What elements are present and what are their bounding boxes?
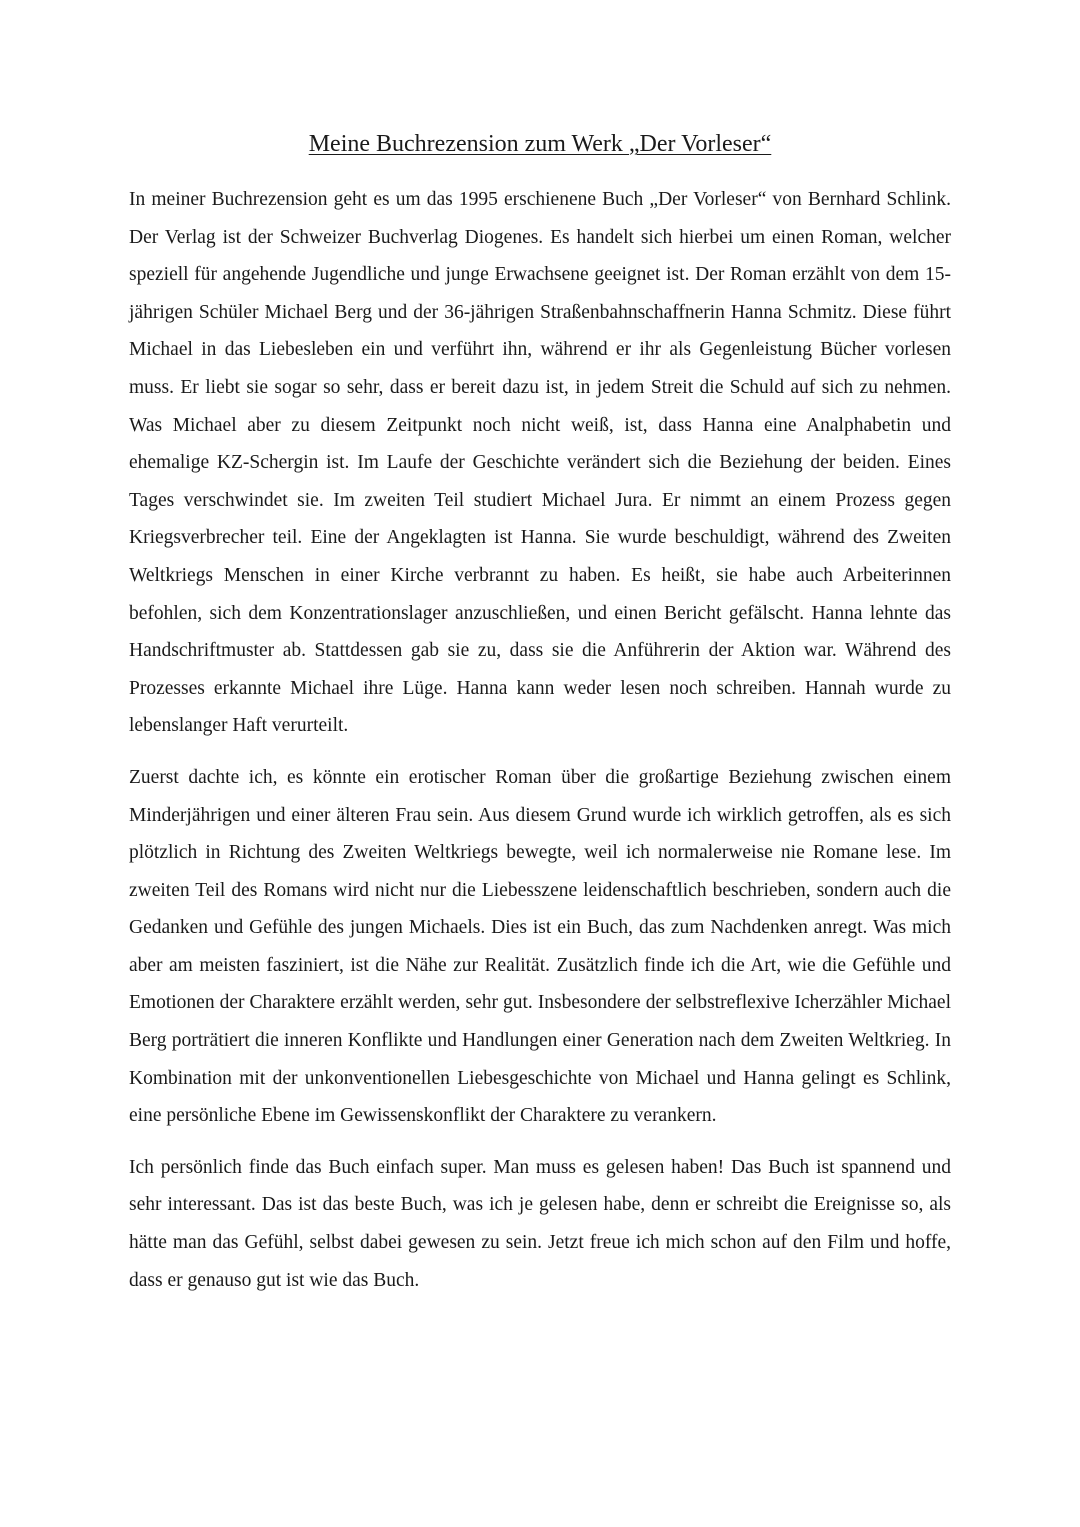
paragraph-opinion: Zuerst dachte ich, es könnte ein erotischer Roman über die großartige Beziehung zwischen einem Minderjährigen und einer älteren Frau sein. Aus diesem Grund wurde ich wirklich getroffen, als es sich plötzlich in Richtung des Zweiten Weltkriegs bewegte, weil ich normalerweise nie Romane lese. Im zweiten Teil des Romans wird nicht nur die Liebesszene leidenschaftlich beschrieben, sondern auch die Gedanken und Gefühle des jungen Michaels. Dies ist ein Buch, das zum Nachdenken anregt. Was mich aber am meisten fasziniert, ist die Nähe zur Realität. Zusätzlich finde ich die Art, wie die Gefühle und Emotionen der Charaktere erzählt werden, sehr gut. Insbesondere der selbstreflexive Icherzähler Michael Berg porträtiert die inneren Konflikte und Handlungen einer Generation nach dem Zweiten Weltkrieg. In Kombination mit der unkonventionellen Liebesgeschichte von Michael und Hanna gelingt es Schlink, eine persönliche Ebene im Gewissenskonflikt der Charaktere zu verankern. bbox=[129, 766, 951, 1127]
document-body bbox=[129, 181, 951, 1313]
document-title-text: Meine Buchrezension zum Werk „Der Vorleser“ bbox=[308, 131, 772, 157]
document-title bbox=[0, 128, 1080, 160]
paragraph-conclusion: Ich persönlich finde das Buch einfach super. Man muss es gelesen haben! Das Buch ist spannend und sehr interessant. Das ist das beste Buch, was ich je gelesen habe, denn er schreibt die Ereignisse so, als hätte man das Gefühl, selbst dabei gewesen zu sein. Jetzt freue ich mich schon auf den Film und hoffe, dass er genauso gut ist wie das Buch. bbox=[129, 1156, 951, 1291]
paragraph-summary: In meiner Buchrezension geht es um das 1995 erschienene Buch „Der Vorleser“ von Bernhard Schlink. Der Verlag ist der Schweizer Buchverlag Diogenes. Es handelt sich hierbei um einen Roman, welcher speziell für angehende Jugendliche und junge Erwachsene geeignet ist. Der Roman erzählt von dem 15-jährigen Schüler Michael Berg und der 36-jährigen Straßenbahnschaffnerin Hanna Schmitz. Diese führt Michael in das Liebesleben ein und verführt ihn, während er ihr als Gegenleistung Bücher vorlesen muss. Er liebt sie sogar so sehr, dass er bereit dazu ist, in jedem Streit die Schuld auf sich zu nehmen. Was Michael aber zu diesem Zeitpunkt noch nicht weiß, ist, dass Hanna eine Analphabetin und ehemalige KZ-Schergin ist. Im Laufe der Geschichte verändert sich die Beziehung der beiden. Eines Tages verschwindet sie. Im zweiten Teil studiert Michael Jura. Er nimmt an einem Prozess gegen Kriegsverbrecher teil. Eine der Angeklagten ist Hanna. Sie wurde beschuldigt, während des Zweiten Weltkriegs Menschen in einer Kirche verbrannt zu haben. Es heißt, sie habe auch Arbeiterinnen befohlen, sich dem Konzentrationslager anzuschließen, und einen Bericht gefälscht. Hanna lehnte das Handschriftmuster ab. Stattdessen gab sie zu, dass sie die Anführerin der Aktion war. Während des Prozesses erkannte Michael ihre Lüge. Hanna kann weder lesen noch schreiben. Hannah wurde zu lebenslanger Haft verurteilt. bbox=[129, 189, 951, 737]
